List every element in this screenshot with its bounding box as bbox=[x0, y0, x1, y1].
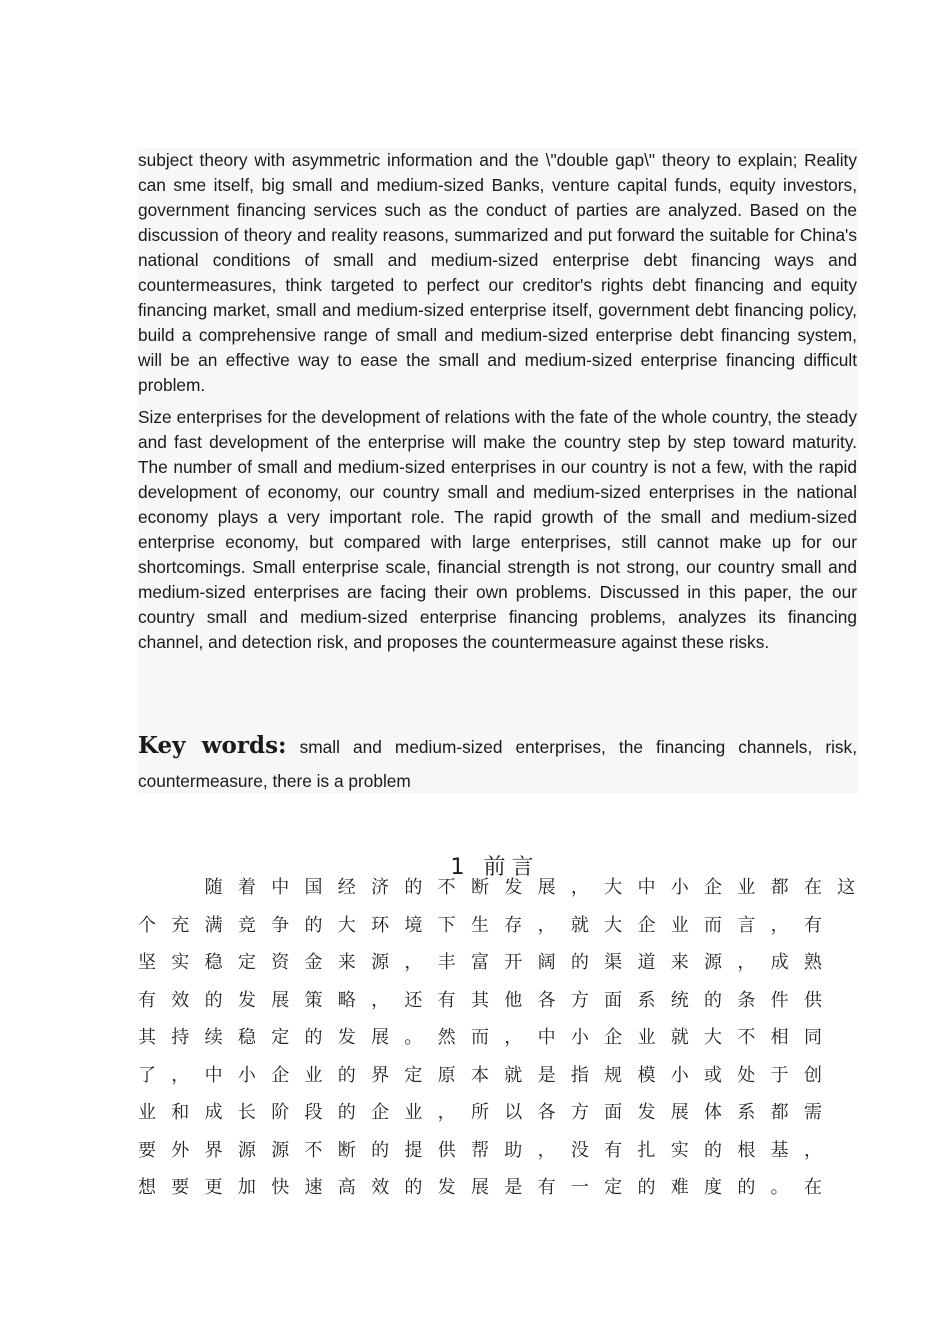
body-line: 有 效 的 发 展 策 略 ， 还 有 其 他 各 方 面 系 统 的 条 件 供 bbox=[138, 989, 822, 1011]
section-heading: 1 前言 bbox=[450, 855, 540, 880]
abstract-paragraph-1: subject theory with asymmetric information and the \"double gap\" theory to explain; Reality can sme itself, big small and medium-sized Banks, venture capital funds, equity investors, government financing services such as the conduct of parties are analyzed. Based on the discussion of theory and reality reasons, summarized and put forward the suitable for China's national conditions of small and medium-sized enterprise debt financing ways and countermeasures, think targeted to perfect our creditor's rights debt financing and equity financing market, small and medium-sized enterprise itself, government debt financing policy, build a comprehensive range of small and medium-sized enterprise debt financing system, will be an effective way to ease the small and medium-sized enterprise financing difficult problem. bbox=[138, 150, 857, 395]
keywords-continuation: countermeasure, there is a problem bbox=[138, 771, 411, 791]
body-line: 想 要 更 加 快 速 高 效 的 发 展 是 有 一 定 的 难 度 的 。 在 bbox=[138, 1177, 822, 1198]
body-line: 随 着 中 国 经 济 的 不 断 发 展 ， 大 中 小 企 业 都 在 这 bbox=[204, 877, 856, 898]
body-line: 个 充 满 竞 争 的 大 环 境 下 生 存 ， 就 大 企 业 而 言 ， 有 bbox=[138, 914, 822, 936]
keywords-text: small and medium-sized enterprises, the financing channels, risk, bbox=[299, 737, 857, 757]
body-line: 了 ， 中 小 企 业 的 界 定 原 本 就 是 指 规 模 小 或 处 于 创 bbox=[138, 1064, 822, 1086]
body-line: 其 持 续 稳 定 的 发 展 。 然 而 ， 中 小 企 业 就 大 不 相 同 bbox=[138, 1027, 822, 1048]
abstract-paragraph-2: Size enterprises for the development of relations with the fate of the whole country, the steady and fast development of the enterprise will make the country step by step toward maturity. The number of small and medium-sized enterprises in our country is not a few, with the rapid development of economy, our country small and medium-sized enterprises in the national economy plays a very important role. The rapid growth of the small and medium-sized enterprise economy, but compared with large enterprises, still cannot make up for our shortcomings. Small enterprise scale, financial strength is not strong, our country small and medium-sized enterprises are facing their own problems. Discussed in this paper, the our country small and medium-sized enterprise financing problems, analyzes its financing channel, and detection risk, and proposes the countermeasure against these risks. bbox=[138, 407, 857, 652]
body-line: 坚 实 稳 定 资 金 来 源 ， 丰 富 开 阔 的 渠 道 来 源 ， 成 熟 bbox=[138, 952, 822, 973]
keywords-label: Key words: bbox=[138, 732, 287, 759]
body-line: 业 和 成 长 阶 段 的 企 业 ， 所 以 各 方 面 发 展 体 系 都 需 bbox=[138, 1102, 822, 1123]
body-line: 要 外 界 源 源 不 断 的 提 供 帮 助 ， 没 有 扎 实 的 根 基 ， bbox=[138, 1139, 822, 1161]
keywords-line bbox=[138, 728, 857, 765]
